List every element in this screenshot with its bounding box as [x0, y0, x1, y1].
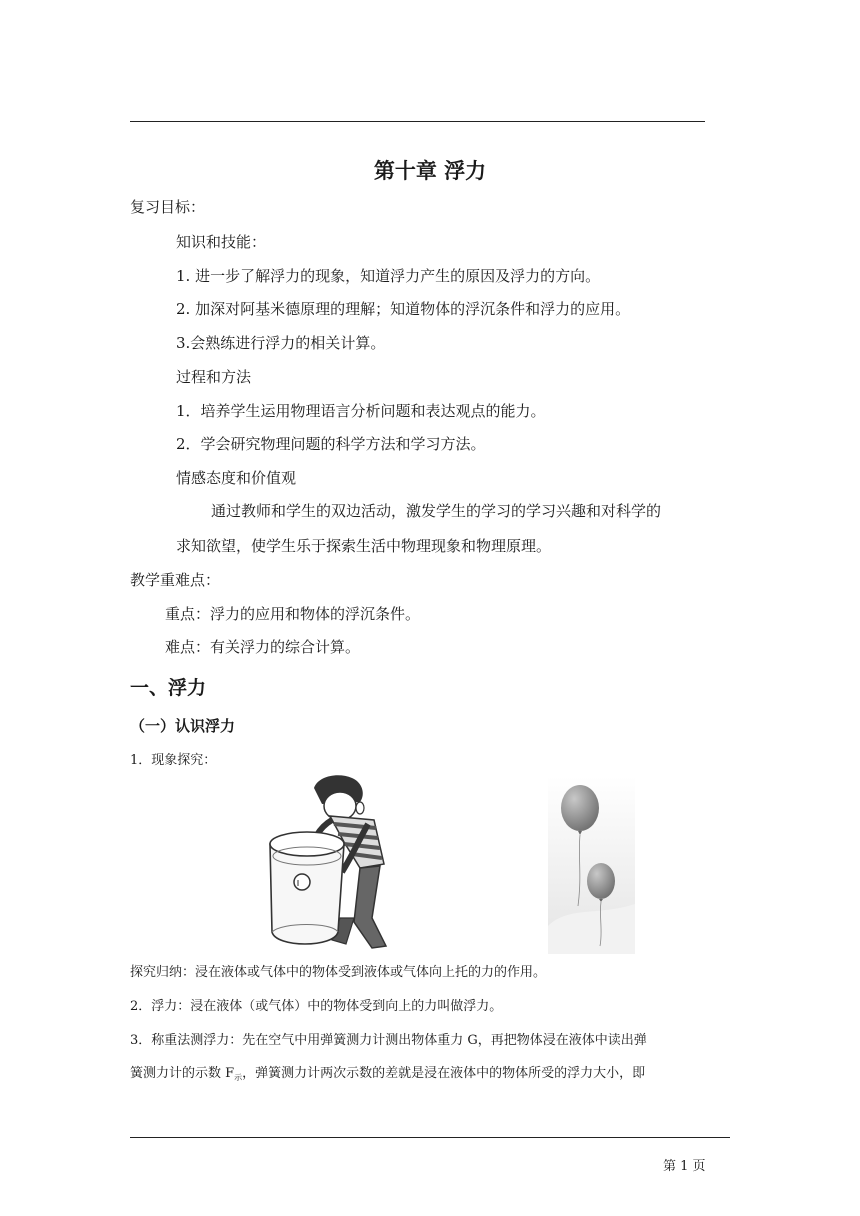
knowledge-item-3: 3.会熟练进行浮力的相关计算。	[176, 334, 386, 352]
reading-subscript: 示	[234, 1073, 243, 1082]
boy-water-tank-illustration	[262, 772, 404, 952]
emotion-text-line2: 求知欲望，使学生乐于探索生活中物理现象和物理原理。	[176, 537, 552, 555]
key-points-label: 教学重难点：	[130, 571, 221, 589]
knowledge-item-1: 1. 进一步了解浮力的现象，知道浮力产生的原因及浮力的方向。	[176, 267, 601, 285]
footer-rule	[130, 1137, 730, 1138]
weighing-text-a: 簧测力计的示数 F	[130, 1066, 235, 1081]
difficult-point: 难点：有关浮力的综合计算。	[165, 638, 361, 656]
knowledge-label: 知识和技能：	[176, 233, 267, 251]
weighing-method-line2	[130, 1064, 645, 1088]
weighing-method-line1: 3．称重法测浮力：先在空气中用弹簧测力计测出物体重力 G，再把物体浸在液体中读出弹	[130, 1033, 647, 1048]
emotion-text-line1: 通过教师和学生的双边活动，激发学生的学习的学习兴趣和对科学的	[211, 502, 662, 520]
knowledge-item-2: 2. 加深对阿基米德原理的理解；知道物体的浮沉条件和浮力的应用。	[176, 300, 631, 318]
header-rule	[130, 121, 705, 122]
buoyancy-definition: 2．浮力：浸在液体（或气体）中的物体受到向上的力叫做浮力。	[130, 999, 503, 1014]
key-point: 重点：浮力的应用和物体的浮沉条件。	[165, 605, 421, 623]
weighing-text-b: ，弹簧测力计两次示数的差就是浸在液体中的物体所受的浮力大小，即	[242, 1066, 646, 1081]
phenomenon-label: 1．现象探究：	[130, 753, 217, 768]
emotion-label: 情感态度和价值观	[176, 469, 297, 487]
balloons-illustration	[548, 776, 635, 954]
exploration-summary: 探究归纳：浸在液体或气体中的物体受到液体或气体向上托的力的作用。	[130, 965, 547, 980]
page-number: 第 1 页	[663, 1159, 706, 1174]
process-item-1: 1．培养学生运用物理语言分析问题和表达观点的能力。	[176, 402, 546, 420]
page-title: 第十章 浮力	[373, 159, 487, 183]
review-goals-label: 复习目标：	[130, 198, 206, 216]
section-heading: 一、浮力	[130, 677, 207, 699]
process-label: 过程和方法	[176, 368, 252, 386]
subsection-heading: （一）认识浮力	[130, 717, 236, 735]
process-item-2: 2．学会研究物理问题的科学方法和学习方法。	[176, 435, 486, 453]
